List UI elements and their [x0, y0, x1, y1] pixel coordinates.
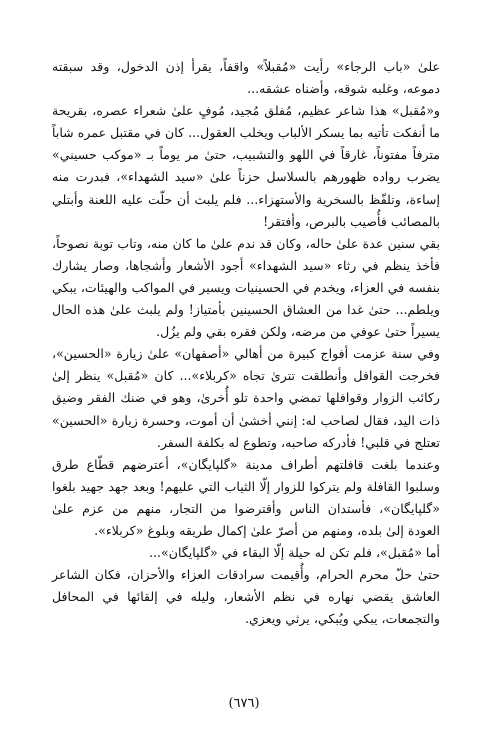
- paragraph: بقي سنين عدة علىٰ حاله، وكان قد ندم علىٰ ما كان منه، وتاب توبة نصوحاً، فأخذ ينظم في رثاء «سيد الشهداء» أجود الأشعار وأشجاها، وصار يشارك بنفسه في العزاء، ويخدم في الحسينيات ويسير في المواكب والهيئات، يبكي ويلطم... حتىٰ غدا من العشاق الحسينين بأمتياز! ولم يلبث علىٰ هذه الحال يسيراً حتىٰ عوفي من مرضه، ولكن فقره بقي ولم يزُل.: [52, 235, 440, 340]
- paragraph: وعندما بلغت قافلتهم أطراف مدينة «گلپايگان»، أعترضهم قطّاع طرق وسلبوا القافلة ولم يتركوا للزوار إلّا الثياب التي عليهم! وبعد جهد جهيد بلغوا «گلپايگان»، فأستدان الناس وأقترضوا من التجار، منهم من عزم علىٰ العودة إلىٰ بلده، ومنهم من أصرّ علىٰ إكمال طريقه وبلوغ «كربلاء».: [52, 456, 440, 538]
- paragraph: علىٰ «باب الرجاء» رأيت «مُقبلاً» واقفاً، يقرأ إذن الدخول، وقد سبقته دموعه، وغلبه شوقه، وأضناه عشقه...: [52, 59, 440, 97]
- paragraph: أما «مُقبل»، فلم تكن له حيلة إلّا البقاء في «گلپايگان»...: [149, 545, 440, 561]
- page-number: (٦٧٦): [228, 696, 260, 711]
- body-text: [52, 56, 440, 630]
- paragraph: حتىٰ حلّ محرم الحرام، وأُقيمت سرادقات العزاء والأحزان، فكان الشاعر العاشق يقضي نهاره في نظم الأشعار، وليله في إلقائها في المحافل والتجمعات، يبكي ويُبكي، يرثي ويعزي.: [52, 567, 440, 627]
- paragraph: وفي سنة عزمت أفواج كبيرة من أهالي «أصفهان» علىٰ زيارة «الحسين»، فخرجت القوافل وأنطلقت تترىٰ تجاه «كربلاء»... كان «مُقبل» ينظر إلىٰ ركائب الزوار وقوافلها تمضي واحدة تلو أُخرىٰ، وهو في ضنك الفقر وضيق ذات اليد، فقال لصاحب له: إنني أخشىٰ أن أموت، وحسرة زيارة «الحسين» تعتلج في قلبي! فأدركه صاحبه، وتطوع له بكلفة السفر.: [52, 346, 440, 450]
- paragraph: و«مُقبل» هذا شاعر عظيم، مُفلق مُجيد، مُوفٍ علىٰ شعراء عصره، بقريحة ما أنفكت تأتيه بما يسكر الألباب ويخلب العقول... كان في مقتبل عمره شاباً مترفاً مفتوناً، غارقاً في اللهو والتشبيب، حتىٰ مر يوماً بـ «موكب حسيني» يضرب رواده ظهورهم بالسلاسل حزناً علىٰ «سيد الشهداء»، فبدرت منه إساءة، وتلفّظ بالسخرية والأستهزاء... فلم يلبث أن حلّت عليه اللعنة وأبتلي بالمصائب فأُصيب بالبرص، وأفتقر!: [52, 103, 440, 229]
